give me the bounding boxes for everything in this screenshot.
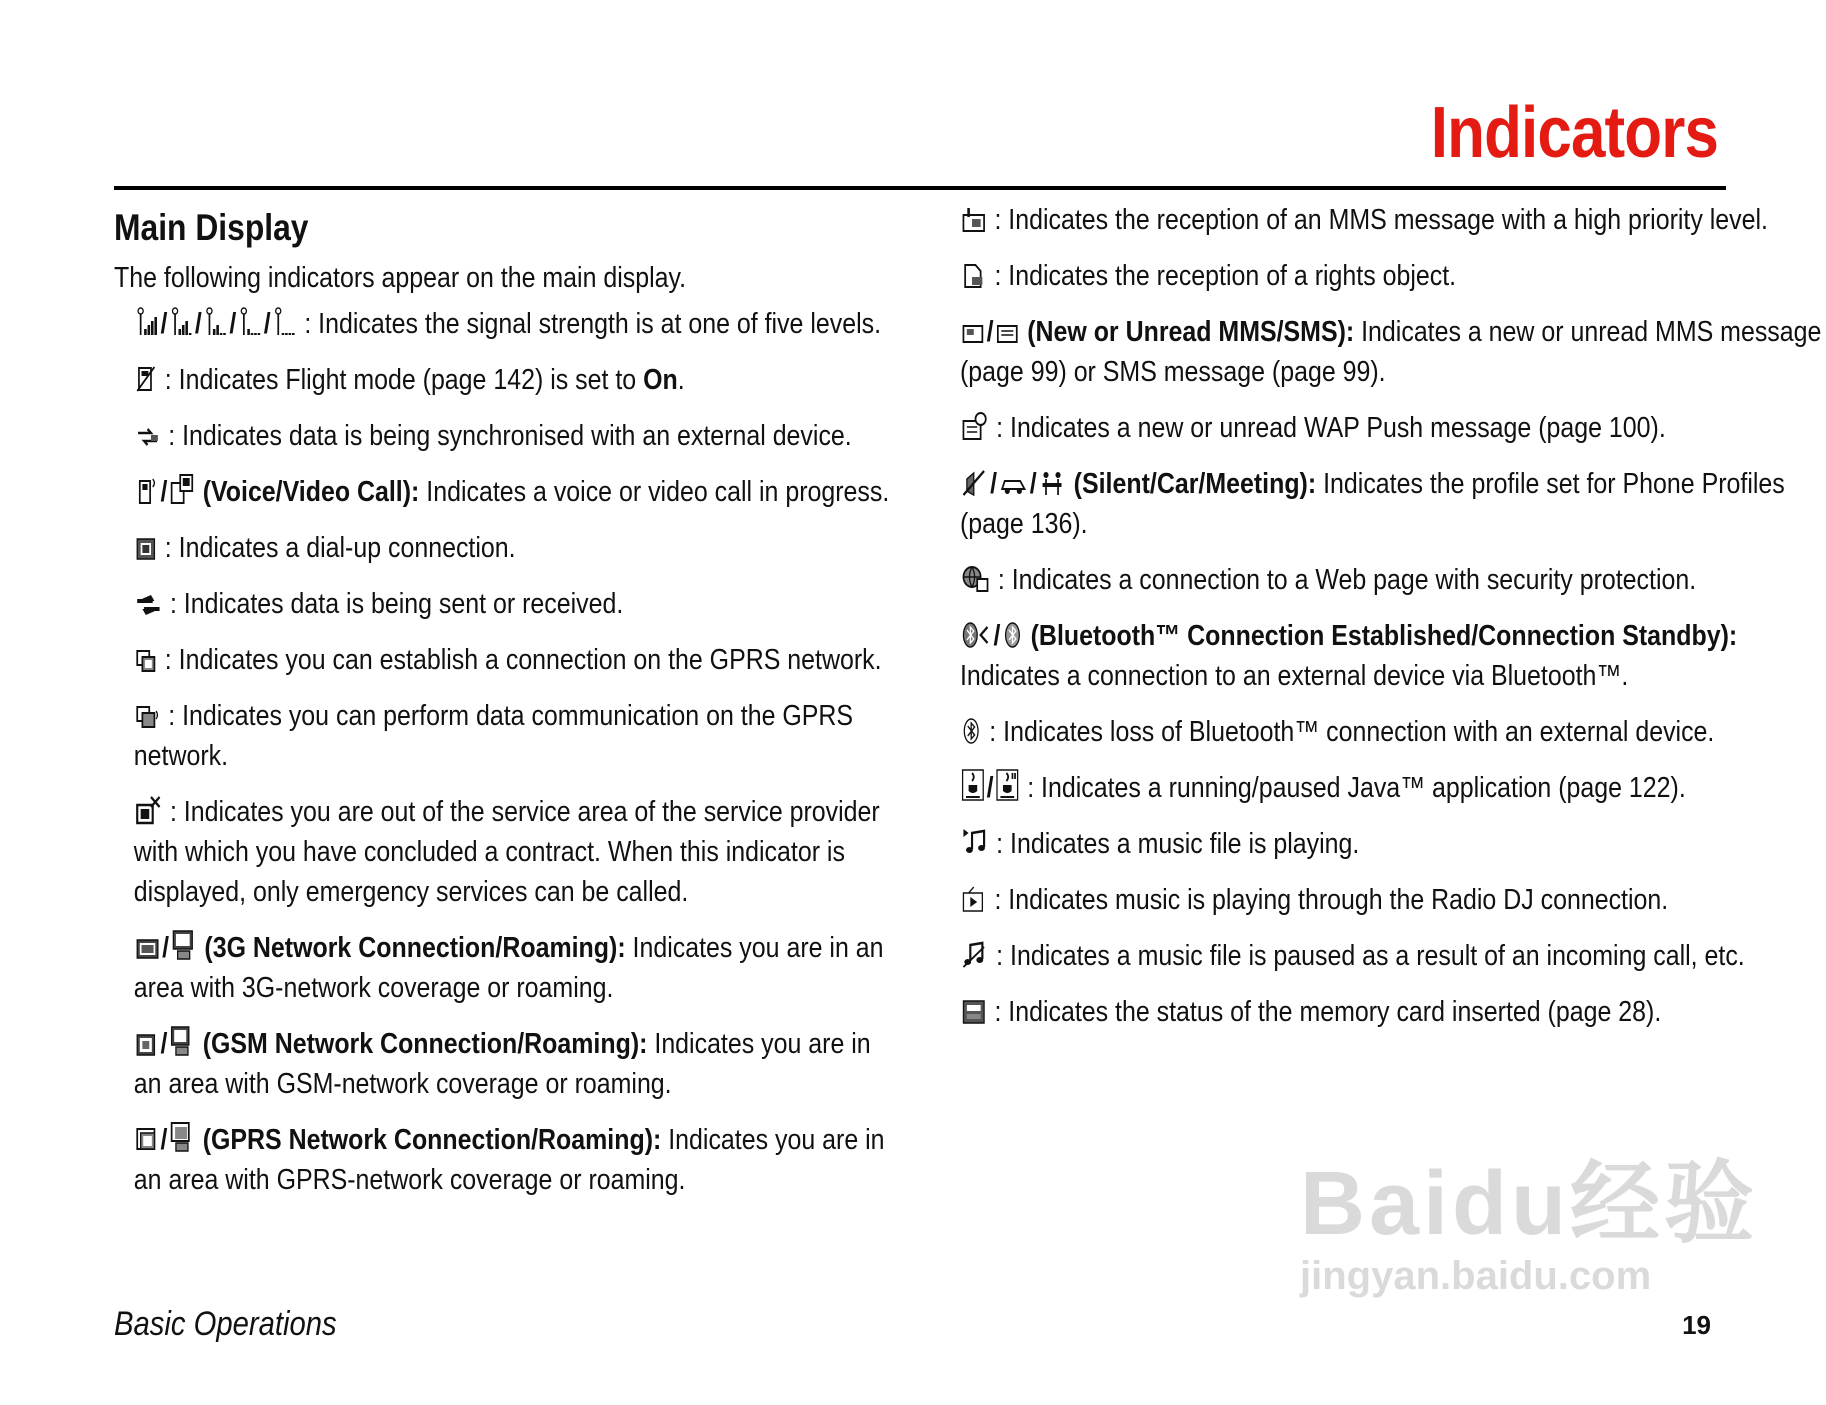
separator: / <box>162 932 170 964</box>
java-paused-icon <box>996 769 1018 801</box>
page-title: Indicators <box>1430 93 1718 173</box>
watermark <box>1300 1130 1758 1299</box>
separator: / <box>160 308 168 340</box>
item-term: (GPRS Network Connection/Roaming): <box>202 1124 662 1156</box>
list-item <box>960 464 1826 544</box>
list-item <box>114 528 905 568</box>
bluetooth-connected-icon <box>962 621 991 649</box>
left-column <box>114 200 905 1216</box>
item-text: Indicates a connection to an external device via Bluetooth™. <box>960 660 1629 692</box>
separator: / <box>194 308 202 340</box>
signal-strength-4-icon <box>170 307 192 337</box>
list-item <box>114 1120 905 1200</box>
page-number: 19 <box>1682 1310 1711 1340</box>
bluetooth-lost-icon <box>962 717 981 745</box>
voice-call-icon <box>136 475 158 505</box>
signal-strength-2-icon <box>239 307 261 337</box>
list-item <box>114 928 905 1008</box>
separator: / <box>986 772 994 804</box>
list-item <box>114 792 905 912</box>
list-item <box>960 312 1826 392</box>
gprs-available-icon <box>136 649 157 673</box>
gprs-roaming-icon <box>170 1121 194 1153</box>
flight-mode-icon <box>136 365 157 393</box>
list-item <box>114 472 905 512</box>
watermark-logo-text: Baidu经验 <box>1300 1154 1759 1254</box>
out-of-service-icon <box>136 795 162 825</box>
title-rule <box>114 186 1726 190</box>
new-mms-icon <box>962 323 984 345</box>
car-profile-icon <box>1000 473 1028 497</box>
sync-icon <box>136 425 160 449</box>
data-transfer-icon <box>136 593 162 617</box>
separator: / <box>1029 468 1037 500</box>
separator: / <box>986 316 994 348</box>
list-item <box>960 256 1826 296</box>
item-text: : Indicates Flight mode (page 142) is set to <box>164 364 644 396</box>
item-text: : Indicates the reception of a rights object. <box>994 260 1457 292</box>
item-text: : Indicates loss of Bluetooth™ connection with an external device. <box>989 716 1715 748</box>
music-paused-icon <box>962 939 988 969</box>
item-text: : Indicates the reception of an MMS message with a high priority level. <box>994 204 1768 236</box>
radio-dj-icon <box>962 885 986 913</box>
item-text: Indicates a new or unread MMS message (page 99) or SMS message (page 99). <box>960 316 1822 388</box>
gsm-network-icon <box>136 1033 158 1057</box>
list-item <box>114 1024 905 1104</box>
item-text: Indicates you are in an area with 3G-network coverage or roaming. <box>133 932 884 1004</box>
item-text: : Indicates you can establish a connection on the GPRS network. <box>164 644 882 676</box>
list-item <box>960 200 1826 240</box>
item-term: (3G Network Connection/Roaming): <box>204 932 626 964</box>
gprs-data-communication-icon <box>136 705 160 729</box>
signal-strength-1-icon <box>273 307 295 337</box>
3g-roaming-icon <box>172 929 196 961</box>
item-text: : Indicates the signal strength is at one of five levels. <box>304 308 882 340</box>
list-item <box>960 992 1826 1032</box>
music-playing-icon <box>962 827 988 857</box>
item-text: : Indicates a running/paused Java™ application (page 122). <box>1027 772 1686 804</box>
secure-web-icon <box>962 565 990 593</box>
item-text: : Indicates a dial-up connection. <box>164 532 516 564</box>
item-text: : Indicates a connection to a Web page with security protection. <box>997 564 1697 596</box>
list-item <box>114 696 905 776</box>
item-term: (New or Unread MMS/SMS): <box>1027 316 1355 348</box>
separator: / <box>160 1124 168 1156</box>
list-item <box>114 640 905 680</box>
list-item <box>114 360 905 400</box>
mms-high-priority-icon <box>962 207 986 233</box>
list-item <box>960 408 1826 448</box>
signal-strength-5-icon <box>136 307 158 337</box>
wap-push-icon <box>962 411 988 441</box>
java-running-icon <box>962 769 984 801</box>
item-text: : Indicates you are out of the service area of the service provider with which you have concluded a contract. When this indicator is displayed, only emergency services can be called. <box>133 796 880 908</box>
list-item <box>960 616 1826 696</box>
item-text: Indicates a voice or video call in progress. <box>419 476 890 508</box>
item-text: : Indicates you can perform data communication on the GPRS network. <box>133 700 854 772</box>
separator: / <box>990 468 998 500</box>
bluetooth-standby-icon <box>1003 621 1022 649</box>
separator: / <box>993 620 1001 652</box>
meeting-profile-icon <box>1039 469 1065 497</box>
dial-up-icon <box>136 537 157 561</box>
list-item <box>960 824 1826 864</box>
list-item <box>114 416 905 456</box>
item-text: Indicates the profile set for Phone Profiles (page 136). <box>960 468 1785 540</box>
item-text: : Indicates a music file is paused as a result of an incoming call, etc. <box>996 940 1745 972</box>
list-item <box>114 304 905 344</box>
gprs-network-icon <box>136 1127 158 1153</box>
3g-network-icon <box>136 937 160 961</box>
video-call-icon <box>170 473 194 505</box>
separator: / <box>229 308 237 340</box>
item-text: : Indicates music is playing through the Radio DJ connection. <box>994 884 1669 916</box>
list-item <box>960 880 1826 920</box>
silent-profile-icon <box>962 469 988 497</box>
item-term: (Silent/Car/Meeting): <box>1073 468 1317 500</box>
rights-object-icon <box>962 263 986 289</box>
list-item <box>960 712 1826 752</box>
item-text: Indicates you are in an area with GPRS-network coverage or roaming. <box>133 1124 885 1196</box>
item-text: : Indicates the status of the memory card inserted (page 28). <box>994 996 1662 1028</box>
memory-card-icon <box>962 999 986 1025</box>
item-text: : Indicates data is being sent or received. <box>169 588 624 620</box>
separator: / <box>263 308 271 340</box>
signal-strength-3-icon <box>204 307 226 337</box>
item-term: (Bluetooth™ Connection Established/Connection Standby): <box>1030 620 1738 652</box>
separator: / <box>160 476 168 508</box>
item-bold: On <box>643 364 678 396</box>
item-term: (Voice/Video Call): <box>202 476 420 508</box>
list-item <box>960 768 1826 808</box>
section-heading: Main Display <box>114 207 309 248</box>
list-item <box>114 584 905 624</box>
gsm-roaming-icon <box>170 1025 194 1057</box>
item-text: : Indicates data is being synchronised with an external device. <box>168 420 852 452</box>
list-item <box>960 936 1826 976</box>
item-text: Indicates you are in an area with GSM-network coverage or roaming. <box>133 1028 871 1100</box>
item-text: . <box>677 364 685 396</box>
new-sms-icon <box>996 323 1018 345</box>
footer-section: Basic Operations <box>114 1305 337 1343</box>
right-column <box>960 200 1826 1048</box>
item-term: (GSM Network Connection/Roaming): <box>202 1028 648 1060</box>
watermark-url: jingyan.baidu.com <box>1300 1254 1652 1298</box>
list-item <box>960 560 1826 600</box>
intro-text: The following indicators appear on the main display. <box>114 262 687 294</box>
item-text: : Indicates a music file is playing. <box>996 828 1360 860</box>
item-text: : Indicates a new or unread WAP Push message (page 100). <box>996 412 1666 444</box>
separator: / <box>160 1028 168 1060</box>
